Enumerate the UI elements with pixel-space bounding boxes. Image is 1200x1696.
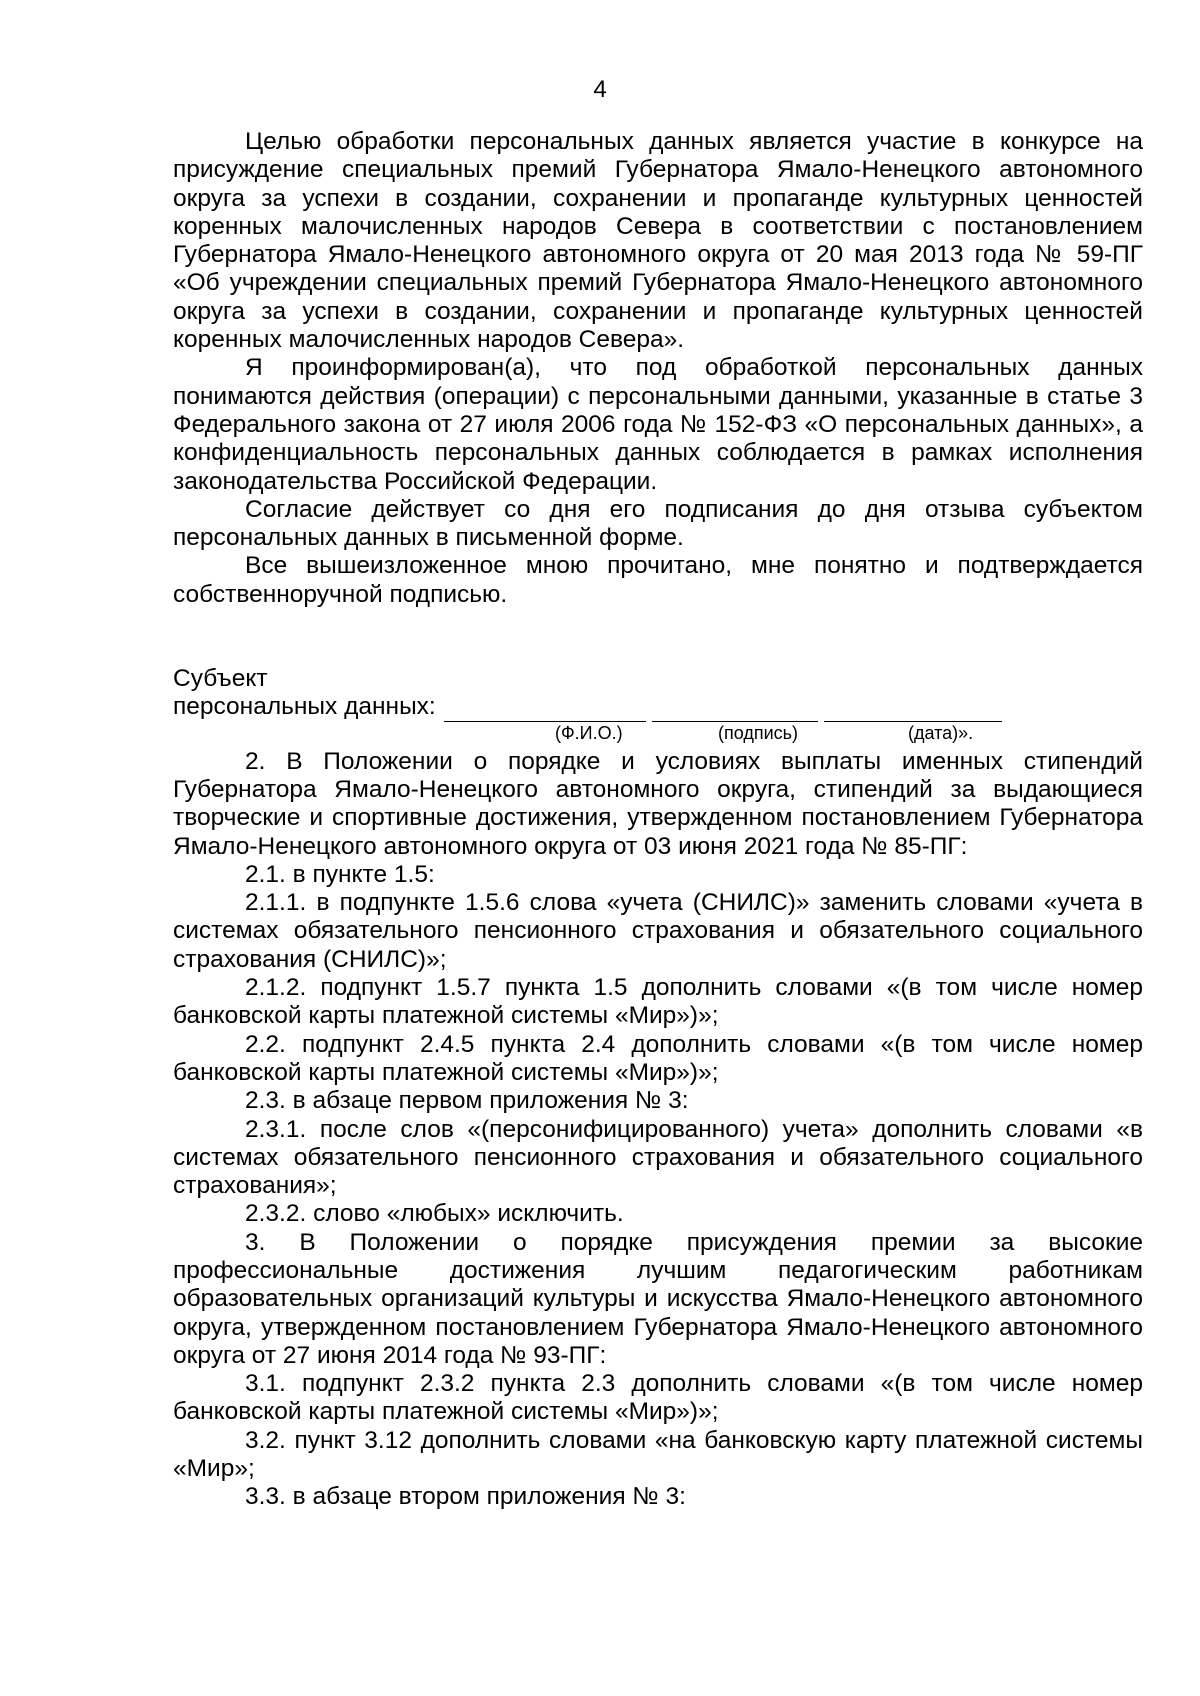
signature-subject-label: Субъект — [173, 665, 268, 693]
paragraph-item-2: 2. В Положении о порядке и условиях выплаты именных стипендий Губернатора Ямало-Ненецкого автономного округа, стипендий за выдающиеся творческие и спортивные достижения, утвержденном постановлением Губернатора Ямало-Ненецкого автономного округа от 03 июня 2021 года № 85-ПГ: — [173, 747, 1143, 860]
paragraph-purpose: Целью обработки персональных данных является участие в конкурсе на присуждение специальных премий Губернатора Ямало-Ненецкого автономного округа за успехи в создании, сохранении и пропаганде культурных ценностей коренных малочисленных народов Севера в соответствии с постановлением Губернатора Ямало-Ненецкого автономного округа от 20 мая 2013 года № 59-ПГ «Об учреждении специальных премий Губернатора Ямало-Ненецкого автономного округа за успехи в создании, сохранении и пропаганде культурных ценностей коренных малочисленных народов Севера». — [173, 128, 1143, 354]
paragraph-item-2-3-1: 2.3.1. после слов «(персонифицированного) учета» дополнить словами «в системах обязательного пенсионного страхования и обязательного социального страхования»; — [173, 1115, 1143, 1200]
paragraph-item-2-2: 2.2. подпункт 2.4.5 пункта 2.4 дополнить словами «(в том числе номер банковской карты платежной системы «Мир»)»; — [173, 1030, 1143, 1086]
paragraph-item-3-3: 3.3. в абзаце втором приложения № 3: — [245, 1483, 686, 1511]
paragraph-item-2-3-2: 2.3.2. слово «любых» исключить. — [245, 1200, 624, 1228]
spacer — [173, 609, 1143, 665]
caption-fio: (Ф.И.О.) — [555, 722, 623, 743]
signature-line — [173, 693, 1143, 721]
paragraph-item-3-2: 3.2. пункт 3.12 дополнить словами «на банковскую карту платежной системы «Мир»; — [173, 1426, 1143, 1483]
signature-blank-field — [652, 699, 818, 722]
paragraph-item-2-3: 2.3. в абзаце первом приложения № 3: — [245, 1087, 689, 1115]
caption-date: (дата)». — [908, 722, 974, 743]
document-body — [173, 128, 1143, 1512]
signature-block — [173, 665, 1143, 748]
paragraph-confirmation: Все вышеизложенное мною прочитано, мне понятно и подтверждается собственноручной подписью. — [173, 552, 1143, 608]
paragraph-item-2-1-2: 2.1.2. подпункт 1.5.7 пункта 1.5 дополнить словами «(в том числе номер банковской карты платежной системы «Мир»)»; — [173, 974, 1143, 1030]
paragraph-consent-term: Согласие действует со дня его подписания до дня отзыва субъектом персональных данных в письменной форме. — [173, 495, 1143, 552]
paragraph-informed: Я проинформирован(а), что под обработкой персональных данных понимаются действия (операции) с персональными данными, указанные в статье 3 Федерального закона от 27 июля 2006 года № 152-ФЗ «О персональных данных», а конфиденциальность персональных данных соблюдается в рамках исполнения законодательства Российской Федерации. — [173, 354, 1143, 495]
paragraph-item-2-1-1: 2.1.1. в подпункте 1.5.6 слова «учета (СНИЛС)» заменить словами «учета в системах обязательного пенсионного страхования и обязательного социального страхования (СНИЛС)»; — [173, 889, 1143, 973]
caption-signature: (подпись) — [718, 722, 799, 743]
signature-data-label: персональных данных: — [173, 693, 436, 721]
paragraph-item-3-1: 3.1. подпункт 2.3.2 пункта 2.3 дополнить словами «(в том числе номер банковской карты платежной системы «Мир»)»; — [173, 1370, 1143, 1426]
fio-blank-field — [444, 699, 646, 722]
page-number: 4 — [593, 76, 607, 103]
date-blank-field — [824, 699, 1002, 722]
signature-captions — [173, 722, 1143, 748]
paragraph-item-2-1: 2.1. в пункте 1.5: — [245, 860, 435, 888]
paragraph-item-3: 3. В Положении о порядке присуждения премии за высокие профессиональные достижения лучшим педагогическим работникам образовательных организаций культуры и искусства Ямало-Ненецкого автономного округа, утвержденном постановлением Губернатора Ямало-Ненецкого автономного округа от 27 июня 2014 года № 93-ПГ: — [173, 1228, 1143, 1369]
